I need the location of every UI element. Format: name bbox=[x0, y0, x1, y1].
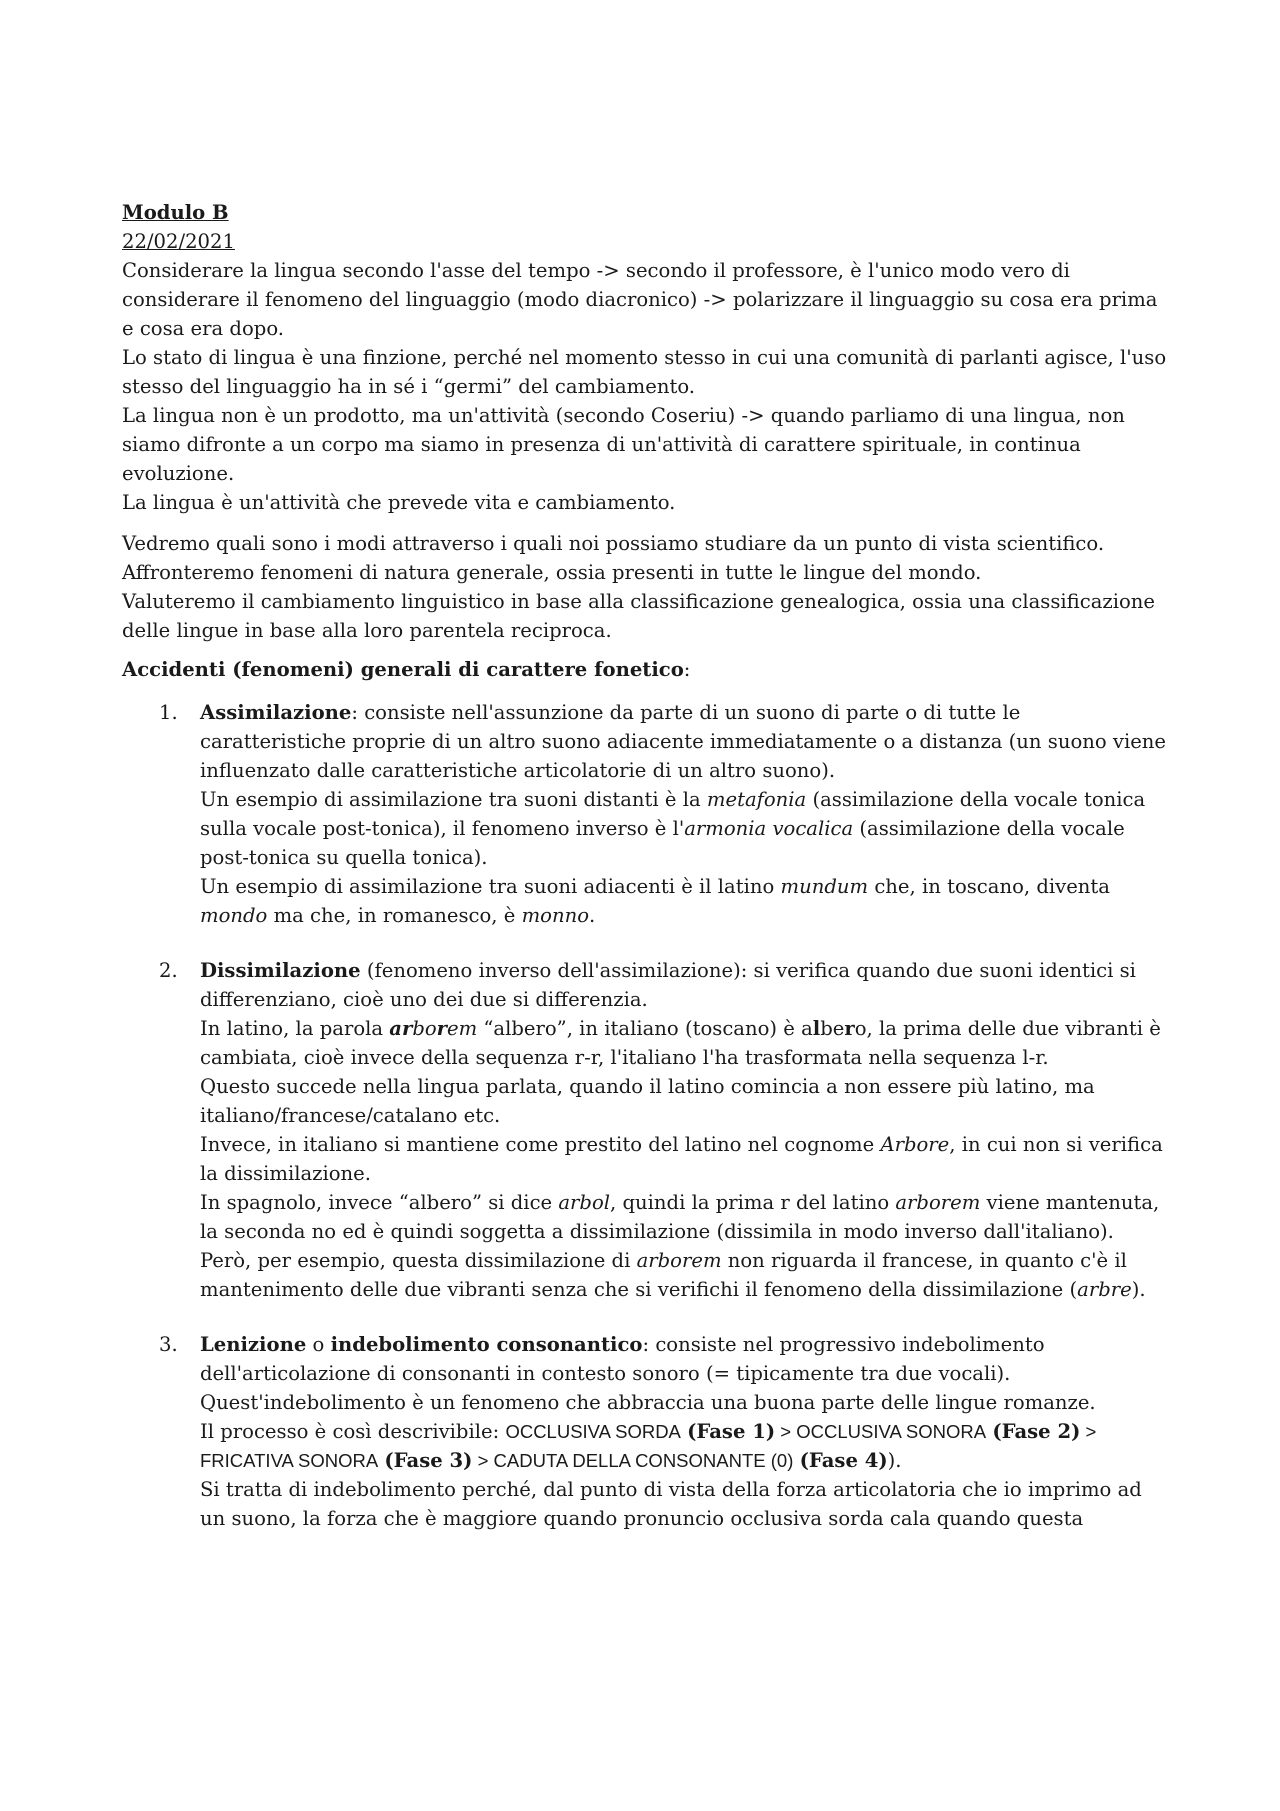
item-example-spoken: Questo succede nella lingua parlata, quando il latino comincia a non essere più latino, ma italiano/francese/catalano etc. bbox=[200, 1075, 1095, 1127]
text-run: “albero”, in italiano (toscano) è a bbox=[477, 1017, 813, 1040]
phase-number: (Fase 3) bbox=[384, 1449, 473, 1472]
definition-text: : consiste nell'assunzione da parte di un suono di parte o di tutte le caratteristiche proprie di un altro suono adiacente immediatamente o a distanza (un suono viene influenzato dalle caratteristiche articolatorie di un altro suono). bbox=[200, 701, 1167, 782]
term-assimilazione: Assimilazione bbox=[200, 701, 352, 724]
text-run: (assimilazione della vocale post-tonica su quella tonica). bbox=[200, 817, 1125, 869]
text-run: , in cui non si verifica la dissimilazione. bbox=[200, 1133, 1163, 1185]
text-run: viene mantenuta, la seconda no ed è quindi soggetta a dissimilazione (dissimila in modo inverso dall'italiano). bbox=[200, 1191, 1160, 1243]
text-run: (assimilazione della vocale tonica sulla vocale post-tonica), il fenomeno inverso è l' bbox=[200, 788, 1146, 840]
item-example-latin bbox=[200, 1014, 1172, 1072]
text-run: In latino, la parola bbox=[200, 1017, 390, 1040]
section-heading-text: Accidenti (fenomeni) generali di carattere fonetico bbox=[122, 658, 684, 681]
term-metafonia: metafonia bbox=[706, 788, 807, 811]
text-run: , quindi la prima r del latino bbox=[610, 1191, 896, 1214]
intro-paragraph-2: Lo stato di lingua è una finzione, perché nel momento stesso in cui una comunità di parlanti agisce, l'uso stesso del linguaggio ha in sé i “germi” del cambiamento. bbox=[122, 346, 1167, 398]
word-mondo: mondo bbox=[200, 904, 268, 927]
text-run: Invece, in italiano si mantiene come prestito del latino nel cognome bbox=[200, 1133, 881, 1156]
document-page bbox=[122, 198, 1172, 1559]
item-example-french bbox=[200, 1246, 1172, 1304]
phase-number: (Fase 1) bbox=[687, 1420, 776, 1443]
phase-label: OCCLUSIVA SONORA bbox=[796, 1421, 987, 1442]
text-run: ma che, in romanesco, è bbox=[267, 904, 522, 927]
text-run: be bbox=[820, 1017, 845, 1040]
word-arborem: arborem bbox=[636, 1249, 722, 1272]
word-monno: monno bbox=[521, 904, 589, 927]
word-arbol: arbol bbox=[558, 1191, 611, 1214]
item-definition bbox=[200, 698, 1172, 785]
text-run: ar bbox=[389, 1017, 413, 1040]
intro-paragraph-4: La lingua è un'attività che prevede vita e cambiamento. bbox=[122, 491, 676, 514]
text-run: Un esempio di assimilazione tra suoni adiacenti è il latino bbox=[200, 875, 781, 898]
intro-paragraph-6: Affronteremo fenomeni di natura generale, ossia presenti in tutte le lingue del mondo. bbox=[122, 561, 982, 584]
phase-label: FRICATIVA SONORA bbox=[200, 1450, 379, 1471]
phase-label: OCCLUSIVA SORDA bbox=[505, 1421, 681, 1442]
text-run: ). bbox=[1131, 1278, 1146, 1301]
list-number: 3. bbox=[159, 1333, 178, 1356]
text-run: non riguarda il francese, in quanto c'è il mantenimento delle due vibranti senza che si verifichi il fenomeno della dissimilazione ( bbox=[200, 1249, 1127, 1301]
list-number: 1. bbox=[159, 701, 178, 724]
term-lenizione: Lenizione bbox=[200, 1333, 307, 1356]
word-mundum: mundum bbox=[780, 875, 869, 898]
item-example-arbore bbox=[200, 1130, 1172, 1188]
text-run: che, in toscano, diventa bbox=[868, 875, 1110, 898]
item-scope: Quest'indebolimento è un fenomeno che abbraccia una buona parte delle lingue romanze. bbox=[200, 1391, 1096, 1414]
page-title: Modulo B bbox=[122, 201, 229, 224]
text-run: em bbox=[447, 1017, 478, 1040]
text-run: > bbox=[775, 1421, 797, 1442]
text-run: Un esempio di assimilazione tra suoni distanti è la bbox=[200, 788, 707, 811]
term-indebolimento: indebolimento consonantico bbox=[330, 1333, 643, 1356]
section-heading bbox=[122, 655, 1172, 684]
phenomena-list bbox=[122, 698, 1172, 1533]
word-arbore: Arbore bbox=[880, 1133, 950, 1156]
intro-paragraph-1: Considerare la lingua secondo l'asse del tempo -> secondo il professore, è l'unico modo vero di considerare il fenomeno del linguaggio (modo diacronico) -> polarizzare il linguaggio su cosa era prima e cosa era dopo. bbox=[122, 259, 1158, 340]
text-run: . bbox=[589, 904, 596, 927]
section-heading-colon: : bbox=[683, 658, 691, 681]
definition-text: : consiste nel progressivo indebolimento dell'articolazione di consonanti in contesto sonoro (= tipicamente tra due vocali). bbox=[200, 1333, 1045, 1385]
term-dissimilazione: Dissimilazione bbox=[200, 959, 361, 982]
text-run: r bbox=[844, 1017, 855, 1040]
page-date: 22/02/2021 bbox=[122, 230, 235, 253]
text-run: o, la prima delle due vibranti è cambiata, cioè invece della sequenza r-r, l'italiano l'ha trasformata nella sequenza l-r. bbox=[200, 1017, 1161, 1069]
definition-text: (fenomeno inverso dell'assimilazione): si verifica quando due suoni identici si differenziano, cioè uno dei due si differenzia. bbox=[200, 959, 1136, 1011]
text-run: > bbox=[1080, 1421, 1097, 1442]
intro-paragraph-5: Vedremo quali sono i modi attraverso i quali noi possiamo studiare da un punto di vista scientifico. bbox=[122, 532, 1105, 555]
item-process bbox=[200, 1417, 1172, 1475]
text-run: l bbox=[812, 1017, 821, 1040]
list-item-dissimilazione bbox=[122, 956, 1172, 1304]
text-run: > bbox=[472, 1450, 494, 1471]
item-example-spanish bbox=[200, 1188, 1172, 1246]
item-example-adjacent bbox=[200, 872, 1172, 930]
item-definition bbox=[200, 1330, 1172, 1388]
phase-number: (Fase 4) bbox=[799, 1449, 888, 1472]
word-arborem: arborem bbox=[895, 1191, 981, 1214]
phase-number: (Fase 2) bbox=[992, 1420, 1081, 1443]
text-run: ). bbox=[887, 1449, 902, 1472]
text-run: Però, per esempio, questa dissimilazione di bbox=[200, 1249, 637, 1272]
item-example-distant bbox=[200, 785, 1172, 872]
text-run: o bbox=[306, 1333, 331, 1356]
text-run: Il processo è così descrivibile: bbox=[200, 1420, 506, 1443]
text-run: r bbox=[436, 1017, 447, 1040]
term-armonia-vocalica: armonia vocalica bbox=[684, 817, 854, 840]
word-arborem bbox=[389, 1017, 477, 1040]
intro-paragraph-7: Valuteremo il cambiamento linguistico in base alla classificazione genealogica, ossia una classificazione delle lingue in base alla loro parentela reciproca. bbox=[122, 590, 1155, 642]
item-definition bbox=[200, 956, 1172, 1014]
intro-paragraph-3: La lingua non è un prodotto, ma un'attività (secondo Coseriu) -> quando parliamo di una lingua, non siamo difronte a un corpo ma siamo in presenza di un'attività di carattere spirituale, in continua evoluzione. bbox=[122, 404, 1125, 485]
text-run: bo bbox=[412, 1017, 437, 1040]
list-number: 2. bbox=[159, 959, 178, 982]
list-item-assimilazione bbox=[122, 698, 1172, 930]
text-run: In spagnolo, invece “albero” si dice bbox=[200, 1191, 559, 1214]
list-item-lenizione bbox=[122, 1330, 1172, 1533]
item-explanation: Si tratta di indebolimento perché, dal punto di vista della forza articolatoria che io imprimo ad un suono, la forza che è maggiore quando pronuncio occlusiva sorda cala quando questa bbox=[200, 1478, 1142, 1530]
phase-label: CADUTA DELLA CONSONANTE (0) bbox=[493, 1450, 794, 1471]
word-arbre: arbre bbox=[1077, 1278, 1132, 1301]
